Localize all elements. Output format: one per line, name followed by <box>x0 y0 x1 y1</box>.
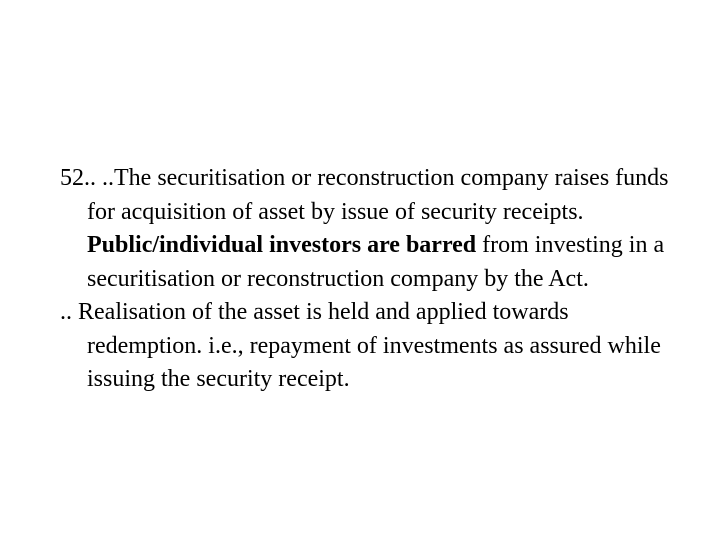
paragraph-securitisation-funds <box>60 162 670 296</box>
paragraph-1-text-start: 52.. ..The securitisation or reconstruction company raises funds for acquisition of asset by issue of security receipts. <box>60 165 669 225</box>
bold-emphasis-investors-barred: Public/individual investors are barred <box>87 232 477 258</box>
slide-body-text <box>60 162 670 397</box>
paragraph-2-text: .. Realisation of the asset is held and applied towards redemption. i.e., repayment of investments as assured while issuing the security receipt. <box>60 299 661 392</box>
paragraph-realisation-of-asset <box>60 296 670 397</box>
paragraph-1-text-end: from investing in a securitisation or reconstruction company by the Act. <box>87 232 665 292</box>
